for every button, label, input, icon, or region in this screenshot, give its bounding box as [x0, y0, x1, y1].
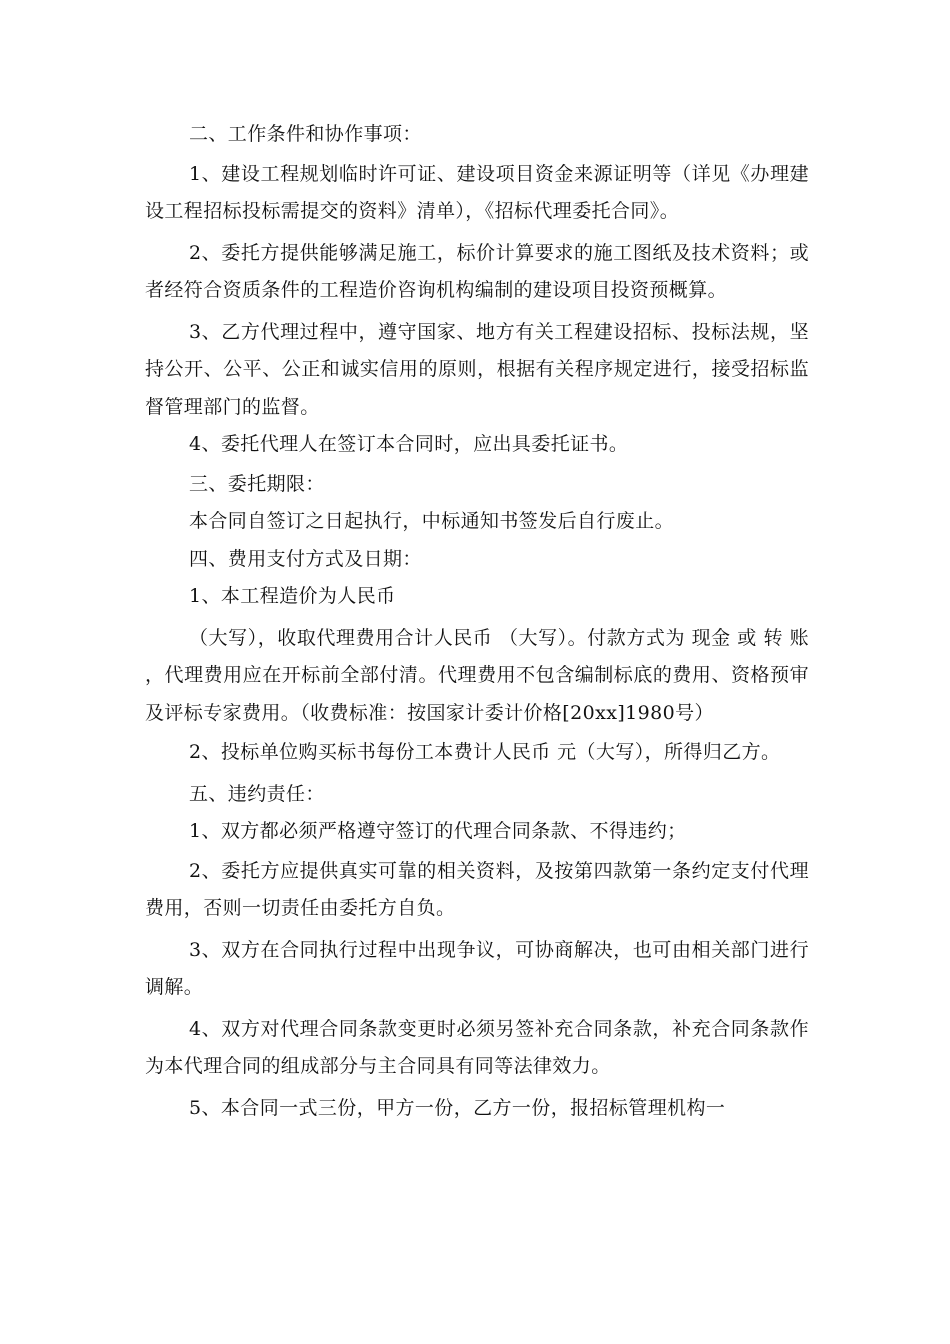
- paragraph-item-3-regulations: 3、乙方代理过程中，遵守国家、地方有关工程建设招标、投标法规，坚持公开、公平、公正和诚实信用的原则，根据有关程序规定进行，接受招标监督管理部门的监督。: [145, 320, 809, 418]
- document-body: [145, 116, 809, 1127]
- paragraph-liability-item-3: 3、双方在合同执行过程中出现争议，可协商解决，也可由相关部门进行调解。: [145, 938, 809, 998]
- paragraph-liability-item-2: 2、委托方应提供真实可靠的相关资料，及按第四款第一条约定支付代理费用，否则一切责任由委托方自负。: [145, 859, 809, 919]
- paragraph-liability-item-1: 1、双方都必须严格遵守签订的代理合同条款、不得违约；: [189, 820, 687, 842]
- paragraph-payment-details: （大写），收取代理费用合计人民币 （大写）。付款方式为 现金 或 转 账 ，代理费用应在开标前全部付清。代理费用不包含编制标底的费用、资格预审及评标专家费用。（收费标准：按国家计委计价格[20xx]1980号）: [145, 626, 809, 724]
- paragraph-item-2-drawings: 2、委托方提供能够满足施工，标价计算要求的施工图纸及技术资料；或者经符合资质条件的工程造价咨询机构编制的建设项目投资预概算。: [145, 241, 809, 301]
- paragraph-item-1-permits: 1、建设工程规划临时许可证、建设项目资金来源证明等（详见《办理建设工程招标投标需提交的资料》清单），《招标代理委托合同》。: [145, 162, 809, 222]
- paragraph-liability-item-4: 4、双方对代理合同条款变更时必须另签补充合同条款，补充合同条款作为本代理合同的组成部分与主合同具有同等法律效力。: [145, 1017, 809, 1077]
- paragraph-liability-item-5: 5、本合同一式三份，甲方一份，乙方一份，报招标管理机构一: [189, 1096, 726, 1119]
- paragraph-payment-item-2: 2、投标单位购买标书每份工本费计人民币 元（大写），所得归乙方。: [189, 741, 781, 763]
- paragraph-item-4-certificate: 4、委托代理人在签订本合同时，应出具委托证书。: [189, 433, 629, 455]
- section-heading-term: 三、委托期限：: [189, 472, 325, 495]
- paragraph-term-text: 本合同自签订之日起执行，中标通知书签发后自行废止。: [189, 510, 675, 532]
- section-heading-liability: 五、违约责任：: [189, 782, 325, 805]
- paragraph-payment-item-1: 1、本工程造价为人民币: [189, 585, 396, 607]
- section-heading-work-conditions: 二、工作条件和协作事项：: [189, 123, 422, 145]
- section-heading-payment: 四、费用支付方式及日期：: [189, 547, 422, 570]
